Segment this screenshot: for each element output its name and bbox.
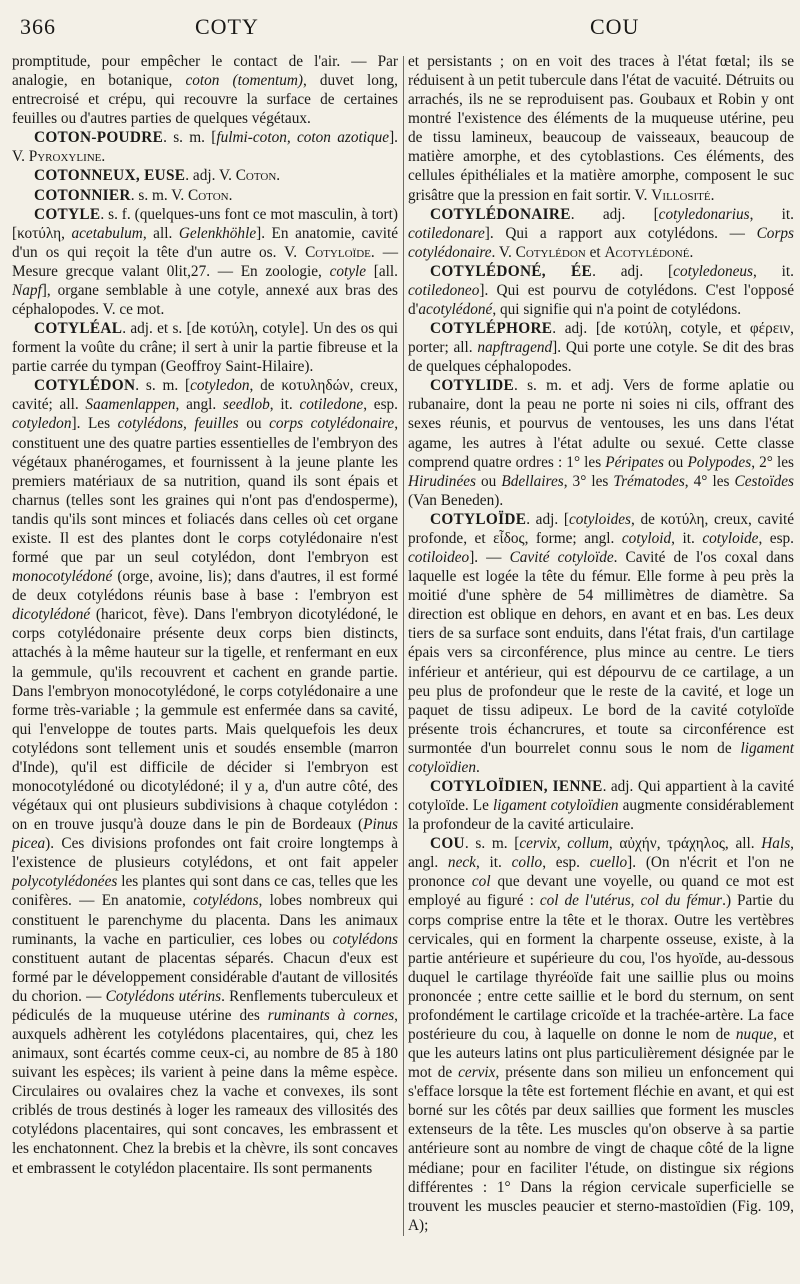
entry-text: . s. f. (quelques-uns font ce mot masculin, à tort) [κοτύλη, <box>12 205 398 242</box>
continued-text <box>408 52 794 205</box>
entry-text: .) Partie du corps comprise entre la tête et le thorax. Outre les vertèbres cervicales, qui en forment la charpente osseuse, existe, à la partie antérieure et supérieure du cou, l'os hyoïde, au-dessous duquel le cartilage thyréoïde fait une saillie plus ou moins prononcée ; entre cette saillie et le bord du sternum, on sent profondément le cartilage cricoïde et la trachée-artère. La face postérieure du cou, à laquelle on donne le nom de <box>408 892 795 1043</box>
entry-text: (Van Beneden). <box>408 491 504 509</box>
italic-text: fulmi-coton, coton azotique <box>216 129 390 147</box>
entry-text: . s. m. [ <box>464 835 520 853</box>
entry-text: , it. <box>753 262 794 280</box>
dictionary-entry <box>12 376 398 1177</box>
entry-text: ]. (On n'écrit et l'on ne prononce <box>408 854 794 891</box>
right-column <box>408 52 794 1236</box>
cross-reference: Villosité <box>651 186 711 204</box>
italic-text: Saamenlappen <box>85 396 176 414</box>
italic-text: cotyloide <box>702 529 759 547</box>
dictionary-entry <box>12 205 398 319</box>
headword: COTYLÉPHORE <box>430 320 553 338</box>
italic-text: Bdellaires <box>501 472 564 490</box>
dictionary-entry <box>408 834 794 1235</box>
italic-text: Corps cotylédonaire <box>408 224 794 261</box>
entry-text: promptitude, pour empêcher le contact de l'air. — Par analogie, en botanique, <box>12 53 398 90</box>
italic-text: cotylédons <box>332 930 398 948</box>
dictionary-entry <box>408 319 794 376</box>
entry-text: . adj. [ <box>570 205 659 223</box>
entry-text: . <box>101 148 106 166</box>
entry-text: , αὐχήν, τράχηλος, all. <box>608 835 762 853</box>
headword: COTON-POUDRE <box>34 129 164 147</box>
italic-text: Polypodes <box>687 453 752 471</box>
italic-text: ligament cotyloïdien <box>408 739 794 776</box>
headword: COTYLÉDONAIRE <box>430 205 571 223</box>
entry-text: . adj. et s. [de κοτύλη, cotyle]. Un des os qui forment la voûte du crâne; il sert à unir la partie fibreuse et la partie carrée du tympan (Geoffroy Saint-Hilaire). <box>12 320 398 376</box>
italic-text: cervix, collum <box>519 835 609 853</box>
italic-text: cuello <box>589 854 628 872</box>
italic-text: Péripates <box>605 453 664 471</box>
italic-text: col de l'utérus, col du fémur <box>539 892 723 910</box>
entry-text: . adj. [de κοτύλη, cotyle, et φέρειν, porter; all. <box>408 320 794 357</box>
entry-text: . Renflements tuberculeux et pédiculés de la muqueuse utérine des <box>12 987 398 1024</box>
entry-text: . <box>228 186 233 204</box>
dictionary-entry <box>12 128 398 166</box>
page-header <box>12 0 794 52</box>
entry-text: ]. Qui est pourvu de cotylédons. C'est l'opposé d' <box>408 281 794 319</box>
italic-text: col <box>471 873 491 891</box>
entry-text: , présente dans son milieu un enfoncement qui s'efface lorsque la tête est fortement fléchie en avant, et qui est borné sur les côtés par deux saillies que forment les muscles extenseurs de la tête. Les muscles qu'on observe à sa partie antérieure sont au nombre de vingt de chaque côté de la ligne médiane; pour en faciliter l'étude, on distingue six régions différentes : 1° Dans la région cervicale superficielle se trouvent les muscles peaucier et sterno-mastoïdien (Fig. 109, A); <box>408 1064 794 1234</box>
entry-text: . <box>710 186 715 204</box>
entry-text: ]. — <box>469 549 510 567</box>
entry-text: ou <box>238 415 270 433</box>
entry-text: , lobes nombreux qui constituent le parenchyme du placenta. Dans les animaux ruminants, la vache en particulier, ces lobes ou <box>12 892 398 948</box>
italic-text: acetabulum <box>71 224 143 242</box>
dictionary-entry <box>12 166 398 185</box>
italic-text: nuque <box>735 1025 774 1043</box>
column-divider <box>403 56 404 1236</box>
entry-text: ou <box>475 472 502 490</box>
italic-text: Napf <box>12 281 42 299</box>
entry-text: , angl. <box>408 835 794 872</box>
entry-text: ]. Qui a rapport aux cotylédons. — <box>484 224 757 242</box>
italic-text: acotylédoné <box>418 301 493 319</box>
entry-text: , qui signifie qui n'a point de cotylédons. <box>492 301 742 319</box>
entry-text: , angl. <box>175 396 224 414</box>
entry-text: ]. En anatomie, cavité d'un os qui reçoit la tête d'un autre os. V. <box>12 224 398 261</box>
dictionary-entry <box>408 205 794 262</box>
entry-text: ]. V. <box>12 129 398 166</box>
entry-text: , auxquels adhèrent les cotylédons placentaires, qui, chez les animaux, sont écartés comme ceux-ci, au nombre de 85 à 180 suivant les espèces; ils varient à peine dans la même espèce. Circulaires ou ovalaires chez la vache et convexes, ils sont criblés de trous destinés à loger les rameaux des villosités des cotylédons placentaires, qui sont concaves, les embrassent et les enchatonnent. Chez la brebis et la chèvre, ils sont concaves et embrassent le cotylédon placentaire. Ils sont permanents <box>12 1006 398 1177</box>
entry-text: , it. <box>671 529 703 547</box>
headword: COTONNIER <box>34 186 131 204</box>
italic-text: corps cotylédonaire <box>269 415 395 433</box>
italic-text: ligament cotyloïdien <box>493 797 619 815</box>
italic-text: Hals <box>761 835 791 853</box>
entry-text: augmente considérablement la profondeur de la cavité articulaire. <box>408 797 794 834</box>
italic-text: Pinus picea <box>12 816 398 853</box>
entry-text: (orge, avoine, lis); dans d'autres, il est formé de deux cotylédons réunis base à base : l'embryon est <box>12 568 398 605</box>
italic-text: cotiledonare <box>408 224 485 242</box>
italic-text: cotylédons <box>193 892 259 910</box>
entry-text: , esp. <box>758 529 794 547</box>
italic-text: Cestoïdes <box>734 472 795 490</box>
italic-text: cotiledone <box>299 396 364 414</box>
italic-text: neck <box>447 854 476 872</box>
headword: COTONNEUX, EUSE <box>34 167 186 185</box>
entry-text: . s. m. [ <box>135 377 191 395</box>
page-number: 366 <box>20 14 56 39</box>
headword: COTYLÉDONÉ, ÉE <box>430 262 593 280</box>
italic-text: cotyle <box>329 262 367 280</box>
cross-reference: Pyroxyline <box>28 148 102 166</box>
italic-text: monocotylédoné <box>12 568 113 586</box>
entry-text: . V. <box>491 243 516 261</box>
entry-text: . adj. [ <box>526 510 569 528</box>
headword: COTYLOÏDIEN, IENNE <box>430 777 603 795</box>
italic-text: seedlob <box>223 396 270 414</box>
entry-text: . s. m. et adj. Vers de forme aplatie ou rubanaire, dont la peau ne porte ni soies ni cils, offrant des sexes réunis, et pourvus de ventouses, les uns dans l'état agame, les autres à l'état adulte ou sexué. Cette classe comprend quatre ordres : 1° les <box>408 377 794 471</box>
entry-text: . Cavité de l'os coxal dans laquelle est logée la tête du fémur. Elle forme à peu près la moitié d'une sphère de 54 millimètres de diamètre. Sa direction est oblique en dehors, en avant et en bas. Les deux tiers de sa surface sont enduits, dans l'état frais, d'un cartilage épais vers sa circonférence, plus mince au centre. Le tiers inférieur et antérieur, qui est dépourvu de ce cartilage, a un peu plus de profondeur que le reste de la cavité, et loge un paquet de tissu adipeux. Le bord de la cavité cotyloïde présente trois échancrures, et toute sa circonférence est surmontée d'un bourrelet connu sous le nom de <box>408 549 794 757</box>
italic-text: dicotylédoné <box>12 606 91 624</box>
italic-text: cotyledoneus <box>673 262 754 280</box>
entry-text: . <box>475 758 480 776</box>
entry-text: , de κοτύλη, creux, cavité profonde, et εἶδος, forme; angl. <box>408 510 794 547</box>
entry-text: . s. m. V. <box>130 186 189 204</box>
italic-text: polycotylédonées <box>12 873 118 891</box>
italic-text: collo <box>511 854 543 872</box>
italic-text: Gelenkhöhle <box>178 224 257 242</box>
italic-text: cotiloideo <box>408 549 470 567</box>
headword: COTYLOÏDE <box>430 510 527 528</box>
headword: COU <box>430 835 465 853</box>
italic-text: cotyloides <box>568 510 631 528</box>
dictionary-entry <box>12 186 398 205</box>
entry-text: ]. Qui porte une cotyle. Se dit des bras de quelques céphalopodes. <box>408 339 794 376</box>
entry-text: , it. <box>475 854 512 872</box>
italic-text: Hirudinées <box>408 472 476 490</box>
italic-text: coton (tomentum) <box>185 72 304 90</box>
entry-text: . s. m. [ <box>163 129 217 147</box>
cross-reference: Coton <box>188 186 229 204</box>
entry-text: constituent autant de placentas séparés. Chacun d'eux est formé par le développement considérable d'autant de villosités du chorion. — <box>12 949 398 1005</box>
entry-text: . adj. [ <box>592 262 674 280</box>
entry-text: , 3° les <box>563 472 614 490</box>
continued-text <box>12 52 398 128</box>
entry-text: , esp. <box>542 854 590 872</box>
italic-text: cotyloid <box>621 529 672 547</box>
entry-text: , all. <box>142 224 179 242</box>
dictionary-entry <box>408 262 794 319</box>
italic-text: cotyledon <box>190 377 250 395</box>
italic-text: napftragend <box>477 339 553 357</box>
entry-text: et persistants ; on en voit des traces à l'état fœtal; ils se réduisent à un petit tubercule dans l'état de vacuité. Détruits ou arrachés, ils ne se reproduisent pas. Goubaux et Robin y ont montré l'existence des éléments de la muqueuse utérine, peu de tissu lamineux, beaucoup de vaisseaux, beaucoup de matière amorphe, et des cytoblastions. Ces éléments, des cellules épithéliales et la matière amorphe, composent le suc grisâtre que la pression en fait sortir. V. <box>408 53 794 204</box>
right-running-head: COU <box>590 14 640 39</box>
italic-text: cotyledonarius <box>658 205 750 223</box>
dictionary-entry <box>408 510 794 777</box>
italic-text: Cavité cotyloïde <box>509 549 614 567</box>
entry-text: , esp. <box>363 396 398 414</box>
italic-text: cotiledoneo <box>408 281 480 299</box>
left-column <box>12 52 398 1236</box>
entry-text: , constituent une des quatre parties essentielles de l'embryon des végétaux phanérogames, et fournissent à la jeune plante les premiers matériaux de sa nutrition, quand ils sont épais et charnus (telles sont les graines qui n'ont pas d'endosperme), tandis qu'ils sont minces et foliacés dans celles où cet organe existe. Il est des plantes dont le corps cotylédonaire n'est formé que par un seul cotylédon, dont l'embryon est <box>12 415 399 567</box>
italic-text: Cotylédons utérins <box>105 987 222 1005</box>
cross-reference: Cotylédon <box>515 243 586 261</box>
cross-reference: Coton <box>235 167 277 185</box>
entry-text: , et que les auteurs latins ont plus particulièrement désignée par le mot de <box>408 1025 794 1082</box>
dictionary-entry <box>408 777 794 834</box>
italic-text: cotyledon <box>12 415 72 433</box>
italic-text: cervix <box>458 1064 496 1082</box>
left-running-head: COTY <box>195 14 259 39</box>
entry-text: ], organe semblable à une cotyle, annexé aux bras des céphalopodes. V. ce mot. <box>12 281 398 319</box>
entry-text: . adj. V. <box>185 167 236 185</box>
entry-text: , it. <box>269 396 300 414</box>
headword: COTYLÉDON <box>34 377 136 395</box>
headword: COTYLÉAL <box>34 320 123 338</box>
dictionary-entry <box>408 376 794 510</box>
entry-text: ). Ces divisions profondes ont fait croire longtemps à l'existence de plusieurs cotylédons, et ont fait appeler <box>12 835 398 872</box>
entry-text: (haricot, fève). Dans l'embryon dicotylédoné, le corps cotylédonaire présente deux corps bien distincts, attachés à la même hauteur sur la tigelle, et renfermant en eux la gemmule, qu'ils recouvrent et cachent en grande partie. Dans l'embryon monocotylédoné, le corps cotylédonaire a une forme très-variable ; la gemmule est enfermée dans sa cavité, qui l'enveloppe de toutes parts. Mais quelquefois les deux cotylédons sont tellement unis et soudés ensemble (marron d'Inde), qu'il est difficile de décider si l'embryon est monocotylédoné ou dicotylédoné; il y a, d'un autre côté, des végétaux qui ont plusieurs subdivisions à chaque cotylédon : on en trouve jusqu'à douze dans le pin de Bordeaux ( <box>12 606 398 834</box>
cross-reference: Acotylédoné <box>604 243 690 261</box>
entry-text: les plantes qui sont dans ce cas, telles que les conifères. — En anatomie, <box>12 873 398 910</box>
entry-text: et <box>585 243 605 261</box>
italic-text: Trématodes <box>613 472 685 490</box>
entry-text: , 4° les <box>684 472 735 490</box>
entry-text: , duvet long, entrecroisé et crépu, qui recouvre la surface de certaines feuilles ou d'autres parties de quelques végétaux. <box>12 72 398 128</box>
entry-text: . <box>689 243 694 261</box>
dictionary-entry <box>12 319 398 376</box>
entry-text: ]. Les <box>71 415 118 433</box>
entry-text: [all. <box>366 262 398 280</box>
entry-text: , 2° les <box>751 453 794 471</box>
entry-text: . adj. Qui appartient à la cavité cotyloïde. Le <box>408 777 794 815</box>
entry-text: . <box>276 167 281 185</box>
text-columns <box>12 52 794 1236</box>
cross-reference: Cotyloïde <box>305 243 371 261</box>
entry-text: ou <box>663 453 688 471</box>
italic-text: ruminants à cornes <box>267 1006 395 1024</box>
entry-text: que devant une voyelle, ou quand ce mot est employé au figuré : <box>408 873 794 910</box>
italic-text: cotylédons, feuilles <box>117 415 239 433</box>
headword: COTYLIDE <box>430 377 515 395</box>
headword: COTYLE <box>34 205 101 223</box>
entry-text: , de κοτυληδών, creux, cavité; all. <box>12 377 398 414</box>
entry-text: , it. <box>749 205 794 223</box>
entry-text: . — Mesure grecque valant 0lit,27. — En zoologie, <box>12 243 398 280</box>
